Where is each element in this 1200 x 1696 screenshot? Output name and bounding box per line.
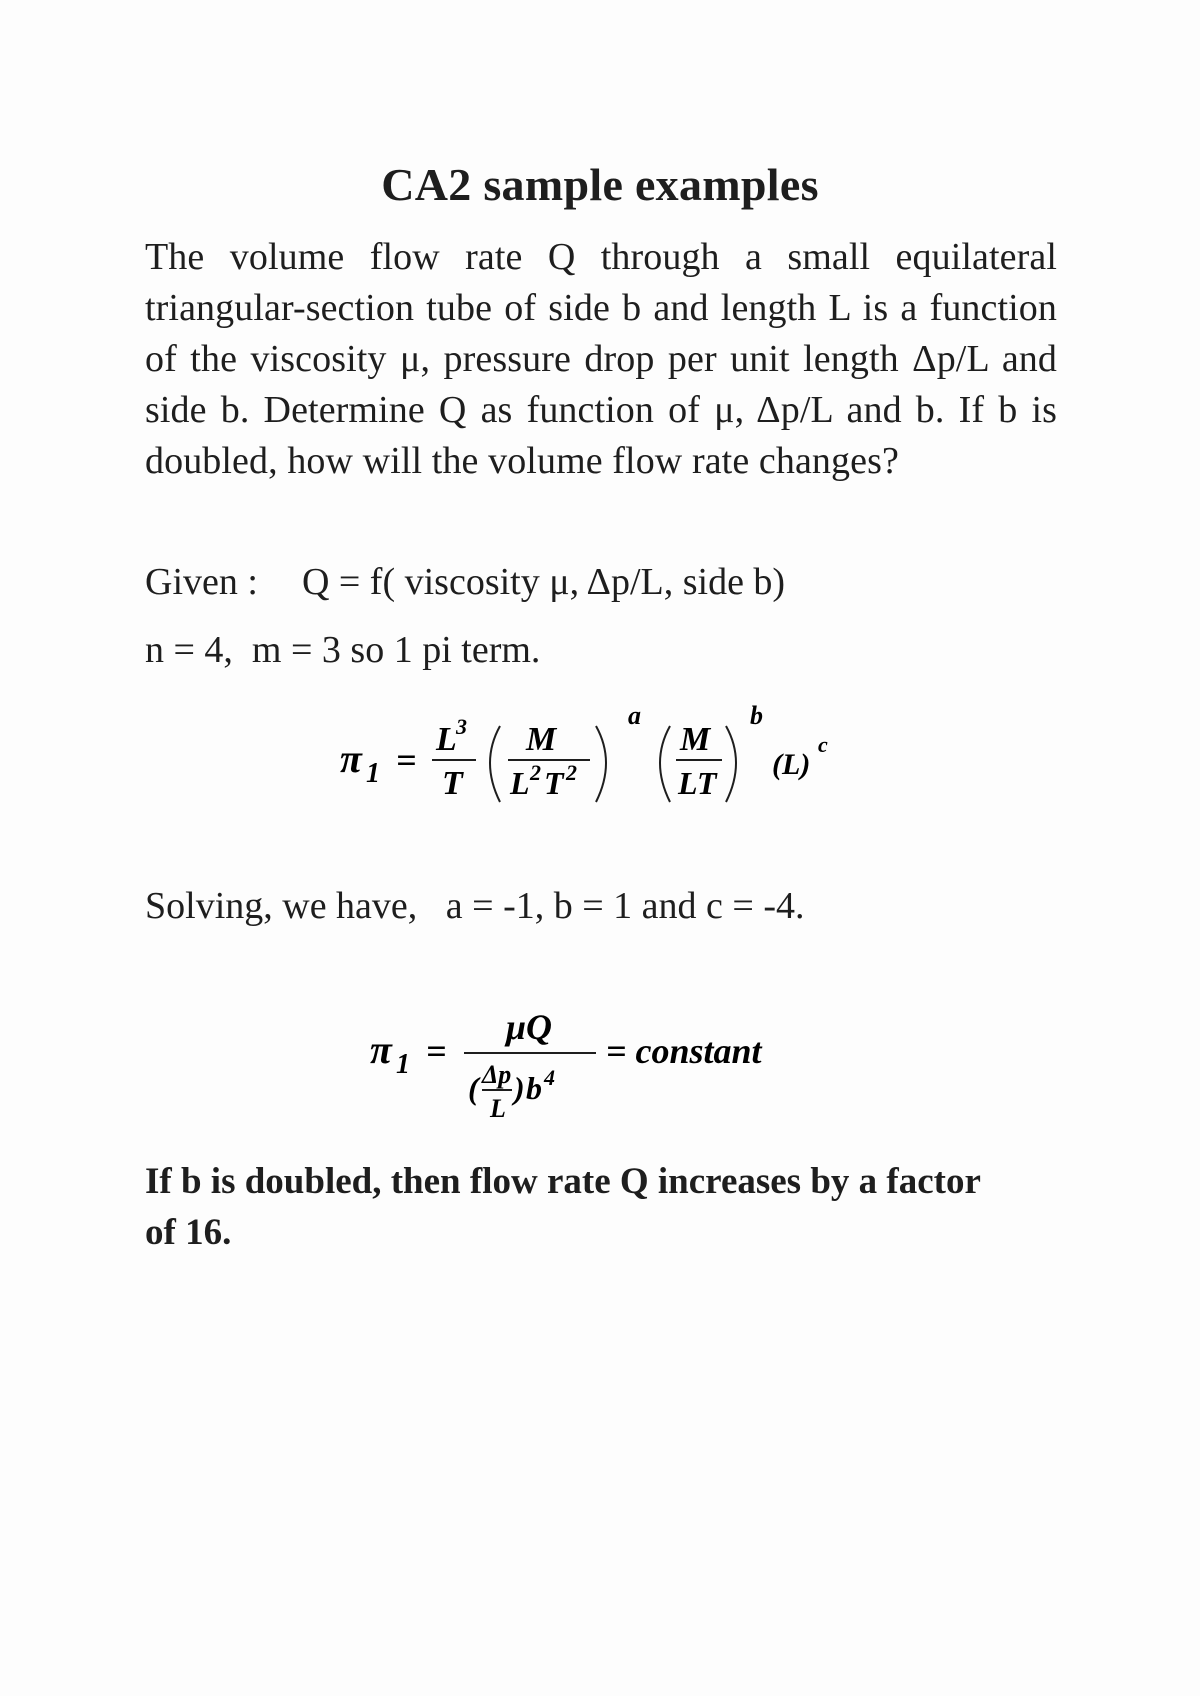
- given-line: [145, 560, 785, 604]
- eq1-frac2-numerator: M: [526, 721, 557, 758]
- eq2-pi-subscript: 1: [396, 1049, 410, 1080]
- eq2-den-b-exponent: 4: [544, 1065, 555, 1090]
- solving-line: [145, 884, 805, 928]
- eq1-equals: =: [396, 740, 417, 780]
- eq1-frac3-denominator: LT: [678, 765, 717, 801]
- eq1-frac1-denominator: T: [442, 765, 463, 802]
- eq1-exponent-a: a: [628, 701, 641, 730]
- eq1-frac2-left-paren: [490, 726, 500, 802]
- eq1-pi-subscript: 1: [366, 758, 380, 789]
- pi-term-result-equation: [360, 995, 880, 1145]
- eq2-pi: π: [370, 1027, 392, 1072]
- eq1-frac2-den-l: L: [510, 765, 530, 801]
- eq1-pi: π: [340, 736, 362, 781]
- eq1-frac1-num-exponent: 3: [456, 714, 467, 739]
- given-relation: Q = f( viscosity μ, Δp/L, side b): [301, 561, 786, 603]
- eq2-rhs: = constant: [606, 1031, 762, 1071]
- eq2-den-open-paren: (: [468, 1070, 479, 1106]
- eq2-numerator: μQ: [506, 1007, 553, 1047]
- eq1-exponent-b: b: [750, 701, 763, 730]
- solving-result: a = -1, b = 1 and c = -4.: [445, 885, 805, 927]
- eq2-den-b: b: [526, 1070, 542, 1106]
- eq1-frac3-right-paren: [726, 726, 736, 802]
- page-title: CA2 sample examples: [381, 159, 819, 210]
- eq1-term-l: (L): [772, 748, 811, 781]
- eq2-den-close-paren: ): [514, 1070, 525, 1106]
- eq1-frac2-den-t-exp: 2: [566, 760, 577, 785]
- eq1-exponent-c: c: [818, 732, 828, 757]
- eq1-frac2-den-t: T: [544, 765, 564, 801]
- eq1-frac2-den-l-exp: 2: [530, 760, 541, 785]
- counts-line: n = 4, m = 3 so 1 pi term.: [145, 629, 541, 671]
- eq1-frac2-right-paren: [596, 726, 606, 802]
- solving-label: Solving, we have,: [145, 885, 418, 927]
- eq2-equals: =: [426, 1031, 447, 1071]
- eq1-frac3-left-paren: [660, 726, 670, 802]
- eq2-den-l: L: [490, 1094, 506, 1123]
- problem-statement: The volume flow rate Q through a small equilateral triangular-section tube of side b and length L is a function of the viscosity μ, pressure drop per unit length Δp/L and side b. Determine Q as function of μ, Δp/L and b. If b is doubled, how will the volume flow rate changes?: [145, 236, 1057, 482]
- eq1-frac3-numerator: M: [680, 721, 711, 758]
- conclusion-text: If b is doubled, then flow rate Q increases by a factor of 16.: [145, 1161, 981, 1253]
- pi-term-dimension-equation: [330, 690, 890, 820]
- eq2-den-dp: Δp: [482, 1060, 512, 1089]
- eq1-frac1-numerator: L: [436, 721, 457, 758]
- given-label: Given :: [145, 561, 258, 603]
